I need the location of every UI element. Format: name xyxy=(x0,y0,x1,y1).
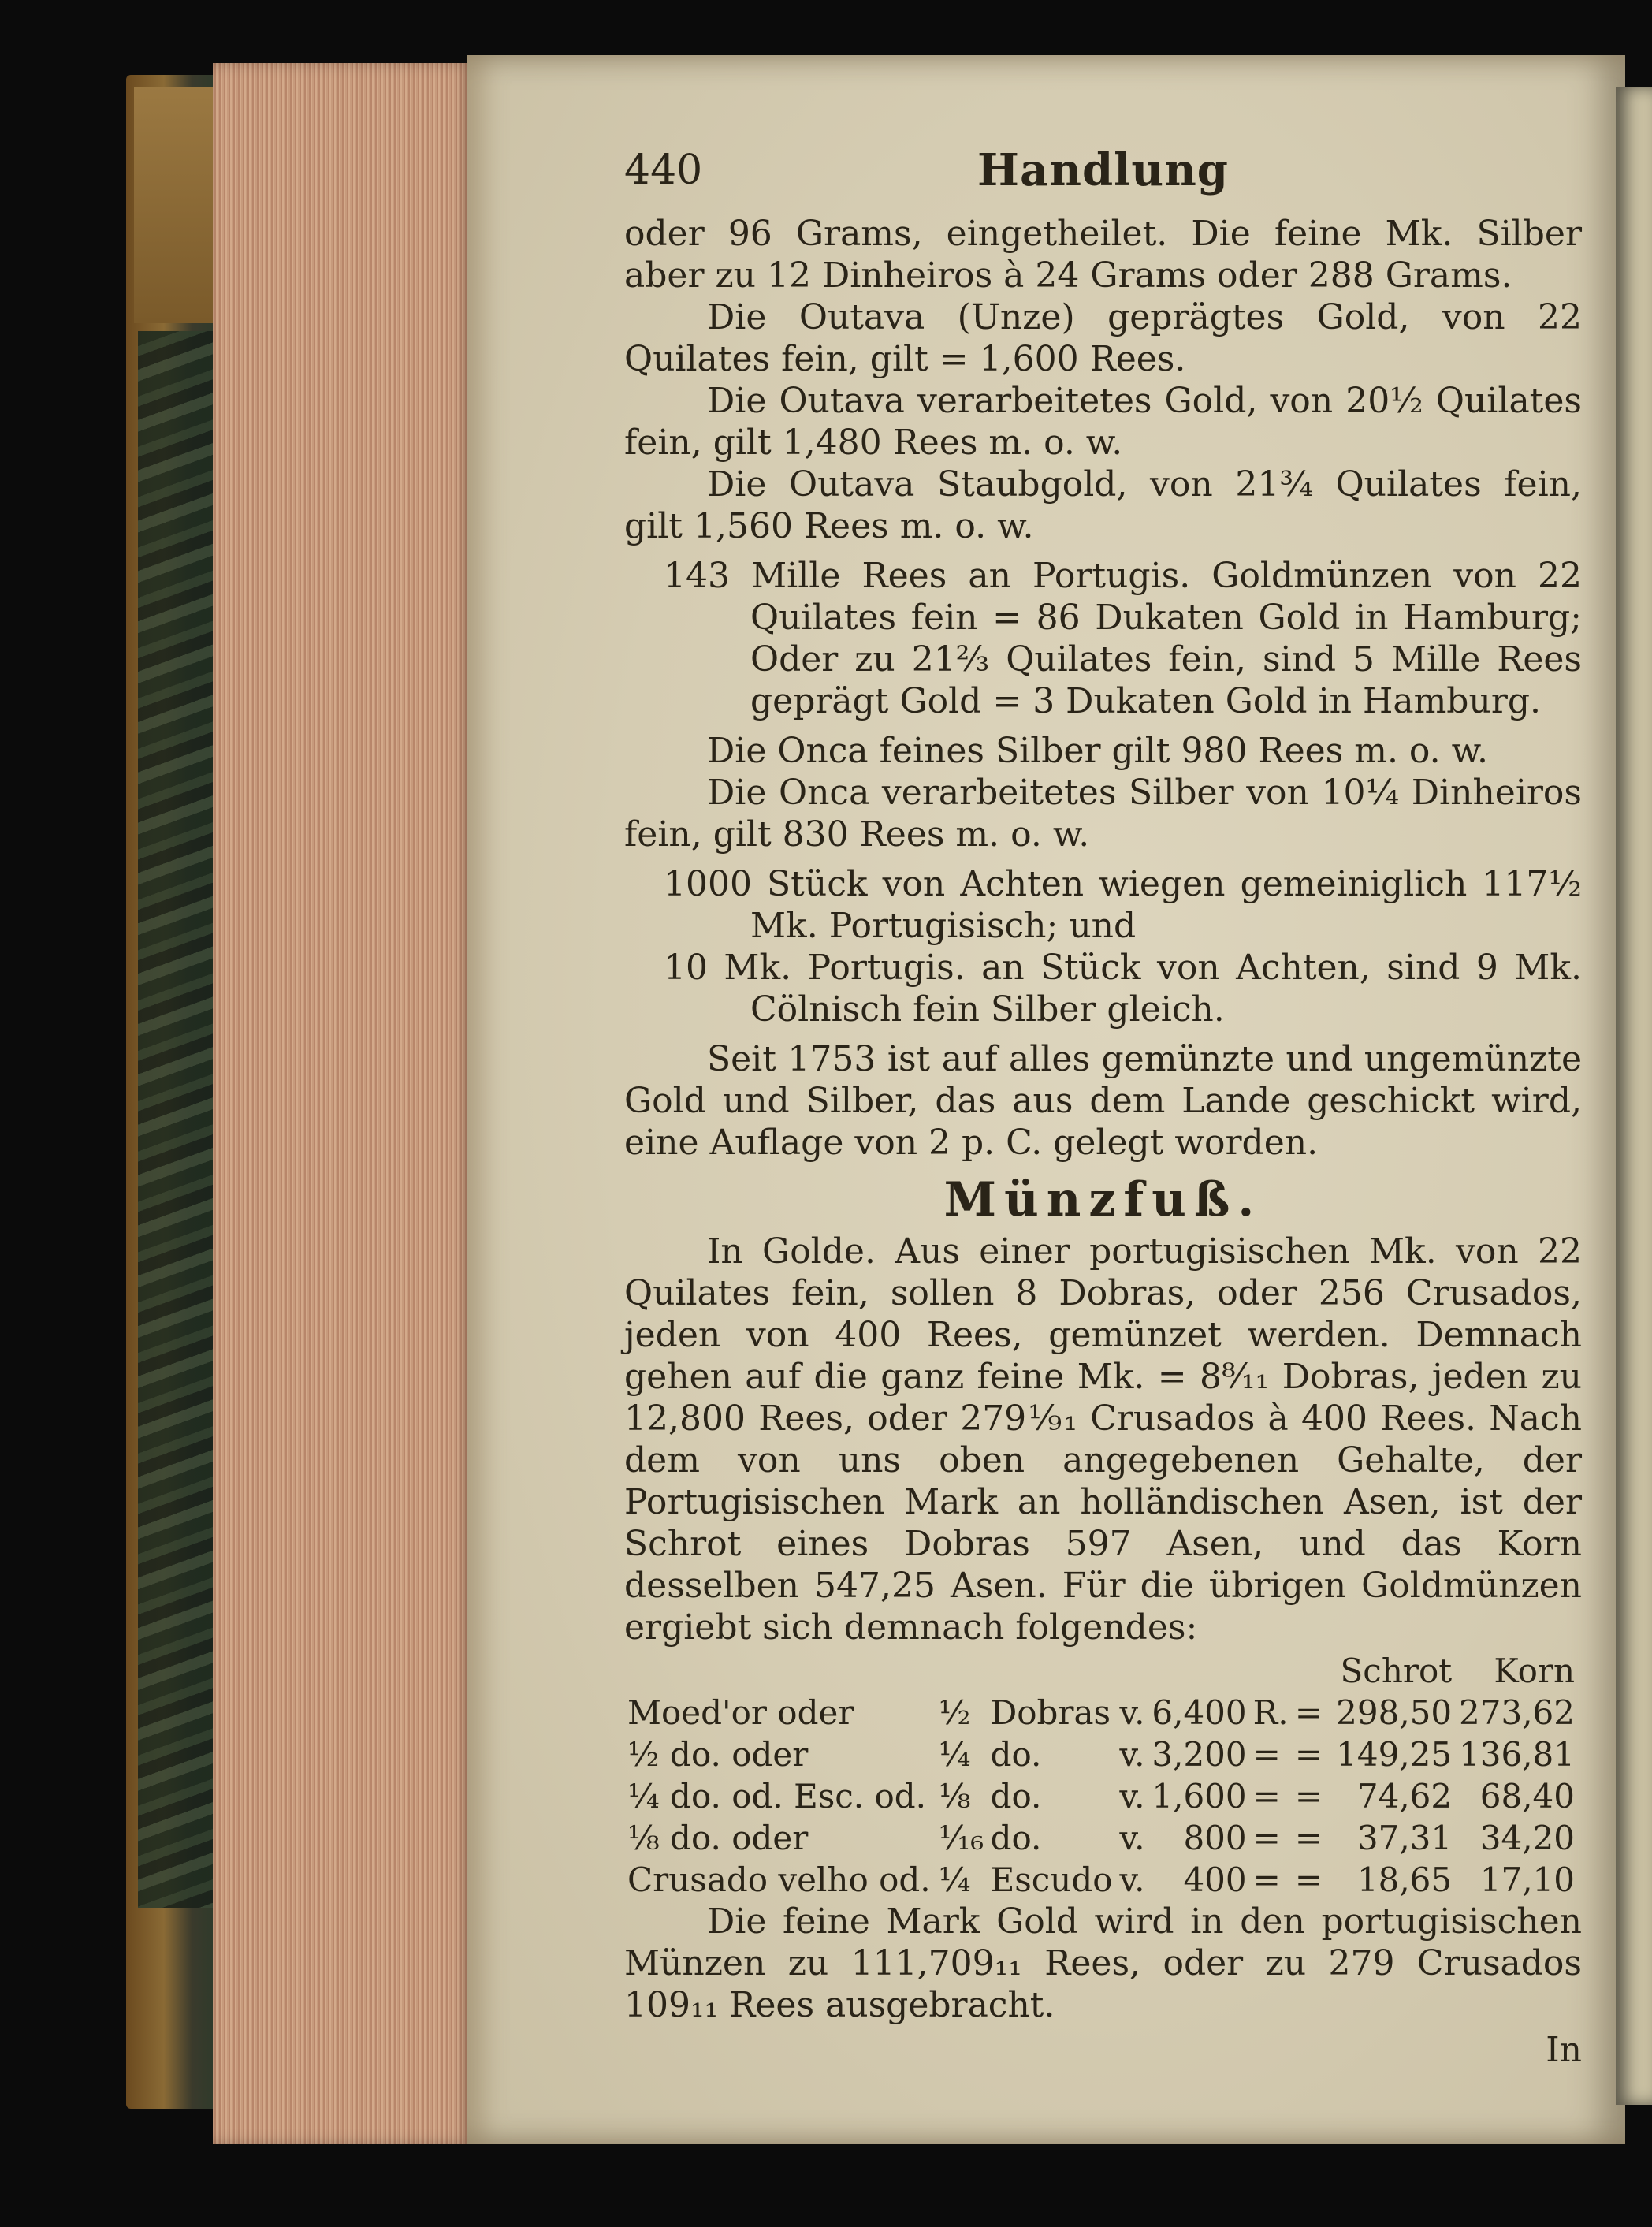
paragraph: Seit 1753 ist auf alles gemünzte und ungemünzte Gold und Silber, das aus dem Lande geschickt wird, eine Auflage von 2 p. C. gelegt worden. xyxy=(624,1039,1582,1163)
coin-value: 6,400 xyxy=(1152,1693,1247,1732)
coin-value: 800 xyxy=(1183,1819,1247,1857)
coin-v: v. xyxy=(1119,1693,1145,1732)
paragraph: Die Onca verarbeitetes Silber von 10¼ Dinheiros fein, gilt 830 Rees m. o. w. xyxy=(624,773,1582,855)
coin-korn: 68,40 xyxy=(1479,1777,1575,1815)
coin-name: Crusado velho od. xyxy=(627,1860,931,1899)
coin-korn: 34,20 xyxy=(1479,1819,1575,1857)
coin-v: v. xyxy=(1119,1819,1145,1857)
coin-name: ¼ do. od. Esc. od. xyxy=(627,1777,927,1815)
paragraph: 1000 Stück von Achten wiegen gemeiniglich 117½ Mk. Portugisisch; und xyxy=(664,864,1582,946)
cover-leather-corner xyxy=(134,87,217,323)
coin-schrot: 74,62 xyxy=(1356,1777,1453,1815)
coin-value: 400 xyxy=(1183,1860,1247,1899)
coin-table xyxy=(624,1650,1578,1901)
coin-type: do. xyxy=(990,1777,1042,1815)
coin-fraction: ¼ xyxy=(938,1735,971,1774)
coin-value: 3,200 xyxy=(1152,1735,1247,1774)
page-number: 440 xyxy=(624,147,703,194)
coin-fraction: ½ xyxy=(938,1693,971,1732)
coin-name: ⅛ do. oder xyxy=(627,1819,809,1857)
paragraph: Die Outava (Unze) geprägtes Gold, von 22 Quilates fein, gilt = 1,600 Rees. xyxy=(624,297,1582,379)
table-row xyxy=(624,1775,1578,1817)
coin-unit: = xyxy=(1252,1860,1281,1899)
coin-v: v. xyxy=(1119,1777,1145,1815)
coin-type: do. xyxy=(990,1735,1042,1774)
coin-type: do. xyxy=(990,1819,1042,1857)
spacer xyxy=(624,855,1582,863)
paragraph: 10 Mk. Portugis. an Stück von Achten, sind 9 Mk. Cölnisch fein Silber gleich. xyxy=(664,948,1582,1030)
coin-name: ½ do. oder xyxy=(627,1735,809,1774)
column-header-korn: Korn xyxy=(1494,1652,1575,1690)
spacer xyxy=(624,1030,1582,1038)
paragraph: 143 Mille Rees an Portugis. Goldmünzen von 22 Quilates fein = 86 Dukaten Gold in Hamburg; Oder zu 21⅔ Quilates fein, sind 5 Mille Rees geprägt Gold = 3 Dukaten Gold in Hamburg. xyxy=(664,556,1582,721)
paragraph: In Golde. Aus einer portugisischen Mk. von 22 Quilates fein, sollen 8 Dobras, oder 256 Crusados, jeden von 400 Rees, gemünzet werden. Demnach gehen auf die ganz feine Mk. = 8⁸⁄₁₁ Dobras, jeden zu 12,800 Rees, oder 279⅑₁ Crusados à 400 Rees. Nach dem von uns oben angegebenen Gehalte, der Portugisischen Mark an holländischen Asen, ist der Schrot eines Dobras 597 Asen, und das Korn desselben 547,25 Asen. Für die übrigen Goldmünzen ergiebt sich demnach folgendes: xyxy=(624,1231,1582,1648)
table-row xyxy=(624,1859,1578,1901)
spacer xyxy=(624,547,1582,555)
column-header-schrot: Schrot xyxy=(1340,1652,1453,1690)
running-head: Handlung xyxy=(977,144,1229,196)
spacer xyxy=(624,722,1582,730)
coin-unit: = xyxy=(1252,1819,1281,1857)
coin-schrot: 298,50 xyxy=(1336,1693,1453,1732)
coin-type: Escudo xyxy=(990,1860,1113,1899)
page-text xyxy=(624,144,1582,2071)
table-row xyxy=(624,1692,1578,1734)
coin-schrot: 18,65 xyxy=(1356,1860,1453,1899)
coin-equals: = xyxy=(1294,1819,1323,1857)
coin-type: Dobras xyxy=(990,1693,1111,1732)
page-fore-edge xyxy=(213,63,473,2144)
coin-korn: 17,10 xyxy=(1479,1860,1575,1899)
coin-equals: = xyxy=(1294,1735,1323,1774)
section-heading: Münzfuß. xyxy=(943,1172,1263,1227)
paragraph: Die Outava Staubgold, von 21¾ Quilates fein, gilt 1,560 Rees m. o. w. xyxy=(624,464,1582,546)
coin-v: v. xyxy=(1119,1735,1145,1774)
table-header-row xyxy=(624,1650,1578,1692)
paragraph: Die Onca feines Silber gilt 980 Rees m. o. w. xyxy=(707,731,1489,771)
coin-equals: = xyxy=(1294,1693,1323,1732)
coin-unit: R. xyxy=(1252,1693,1289,1732)
coin-unit: = xyxy=(1252,1735,1281,1774)
coin-value: 1,600 xyxy=(1152,1777,1247,1815)
page-header xyxy=(624,144,1582,213)
coin-name: Moed'or oder xyxy=(627,1693,854,1732)
paragraph: oder 96 Grams, eingetheilet. Die feine Mk. Silber aber zu 12 Dinheiros à 24 Grams oder 288 Grams. xyxy=(624,214,1582,296)
coin-fraction: ⅛ xyxy=(938,1777,971,1815)
table-row xyxy=(624,1817,1578,1859)
coin-fraction: ¼ xyxy=(938,1860,971,1899)
coin-equals: = xyxy=(1294,1860,1323,1899)
coin-unit: = xyxy=(1252,1777,1281,1815)
coin-fraction: ¹⁄₁₆ xyxy=(938,1819,984,1857)
coin-korn: 273,62 xyxy=(1459,1693,1575,1732)
cover-marbled-board xyxy=(138,331,213,1908)
coin-schrot: 149,25 xyxy=(1336,1735,1453,1774)
coin-equals: = xyxy=(1294,1777,1323,1815)
coin-v: v. xyxy=(1119,1860,1145,1899)
paragraph: Die Outava verarbeitetes Gold, von 20½ Quilates fein, gilt 1,480 Rees m. o. w. xyxy=(624,381,1582,463)
catchword: In xyxy=(1546,2030,1582,2070)
coin-schrot: 37,31 xyxy=(1356,1819,1453,1857)
paragraph: Die feine Mark Gold wird in den portugisischen Münzen zu 111,709₁₁ Rees, oder zu 279 Crusados 109₁₁ Rees ausgebracht. xyxy=(624,1901,1582,2025)
facing-page-edge xyxy=(1616,87,1652,2105)
coin-korn: 136,81 xyxy=(1459,1735,1575,1774)
table-row xyxy=(624,1734,1578,1775)
